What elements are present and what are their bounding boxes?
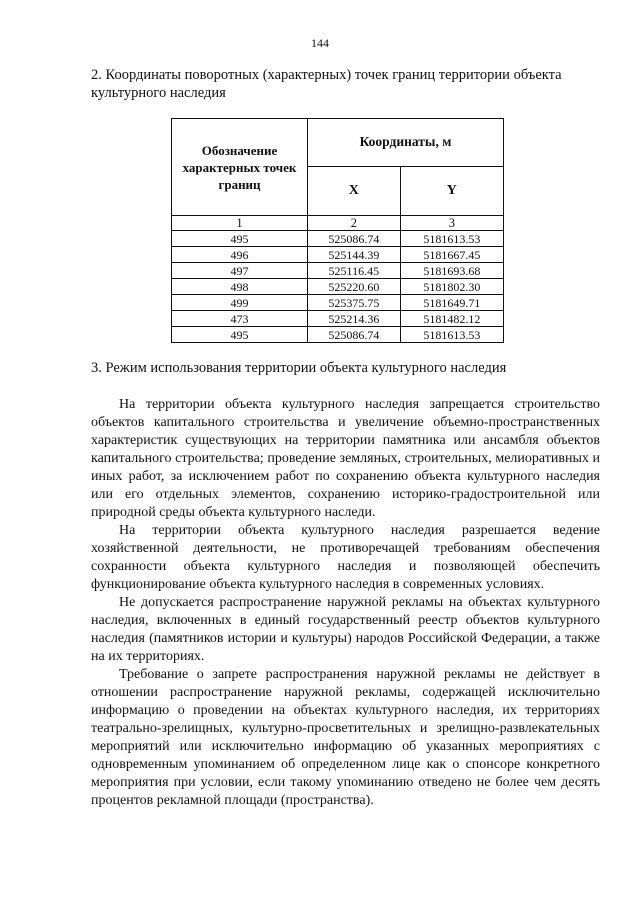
section-2-heading: 2. Координаты поворотных (характерных) точек границ территории объекта культурного наследия: [91, 67, 562, 101]
point-id: 499: [172, 295, 308, 311]
table-header-row: [172, 119, 504, 167]
table-row: [172, 263, 504, 279]
point-id: 495: [172, 231, 308, 247]
x-coordinate: 525214.36: [308, 311, 401, 327]
paragraph: На территории объекта культурного наследия разрешается ведение хозяйственной деятельности, не противоречащей требованиям обеспечения сохранности объекта культурного наследия и позволяющей обеспечить функционирование объекта культурного наследия в современных условиях.: [91, 523, 600, 592]
header-x: X: [308, 166, 401, 215]
y-coordinate: 5181613.53: [400, 327, 503, 343]
paragraph: Не допускается распространение наружной рекламы на объектах культурного наследия, включенных в единый государственный реестр объектов культурного наследия (памятников истории и культуры) народов Российской Федерации, а также на их территориях.: [91, 595, 600, 664]
y-coordinate: 5181693.68: [400, 263, 503, 279]
y-coordinate: 5181482.12: [400, 311, 503, 327]
header-coordinates: Координаты, м: [308, 119, 504, 167]
column-number: 1: [172, 216, 308, 231]
section-3-body: [91, 396, 600, 810]
point-id: 498: [172, 279, 308, 295]
table-row: [172, 231, 504, 247]
x-coordinate: 525144.39: [308, 247, 401, 263]
x-coordinate: 525086.74: [308, 327, 401, 343]
point-id: 473: [172, 311, 308, 327]
header-y: Y: [400, 166, 503, 215]
column-number: 3: [400, 216, 503, 231]
point-id: 495: [172, 327, 308, 343]
y-coordinate: 5181802.30: [400, 279, 503, 295]
y-coordinate: 5181667.45: [400, 247, 503, 263]
table-row: [172, 295, 504, 311]
x-coordinate: 525220.60: [308, 279, 401, 295]
table-row: [172, 311, 504, 327]
table-row: [172, 247, 504, 263]
point-id: 496: [172, 247, 308, 263]
column-number: 2: [308, 216, 401, 231]
paragraph: Требование о запрете распространения наружной рекламы не действует в отношении распространение наружной рекламы, содержащей исключительно информацию о проведении на объектах культурного наследия, их территориях театрально-зрелищных, культурно-просветительных и зрелищно-развлекательных мероприятий или исключительно информацию об указанных мероприятиях с одновременным упоминанием об определенном лице как о спонсоре конкретного мероприятия при условии, если такому упоминанию отведено не более чем десять процентов рекламной площади (пространства).: [91, 667, 600, 808]
table-row: [172, 279, 504, 295]
x-coordinate: 525116.45: [308, 263, 401, 279]
point-id: 497: [172, 263, 308, 279]
x-coordinate: 525086.74: [308, 231, 401, 247]
y-coordinate: 5181613.53: [400, 231, 503, 247]
table-row: [172, 327, 504, 343]
paragraph: На территории объекта культурного наследия запрещается строительство объектов капитального строительства и увеличение объемно-пространственных характеристик существующих на территории памятника или ансамбля объектов капитального строительства; проведение земляных, строительных, мелиоративных и иных работ, за исключением работ по сохранению объекта культурного наследия или его отдельных элементов, сохранению историко-градостроительной или природной среды объекта культурного наследи.: [91, 397, 600, 520]
x-coordinate: 525375.75: [308, 295, 401, 311]
page-number: 144: [311, 36, 329, 50]
section-3-heading: 3. Режим использования территории объекта культурного наследия: [91, 360, 507, 376]
coordinates-table: [171, 118, 504, 343]
y-coordinate: 5181649.71: [400, 295, 503, 311]
header-designation: Обозначение характерных точек границ: [172, 119, 308, 216]
column-number-row: [172, 216, 504, 231]
